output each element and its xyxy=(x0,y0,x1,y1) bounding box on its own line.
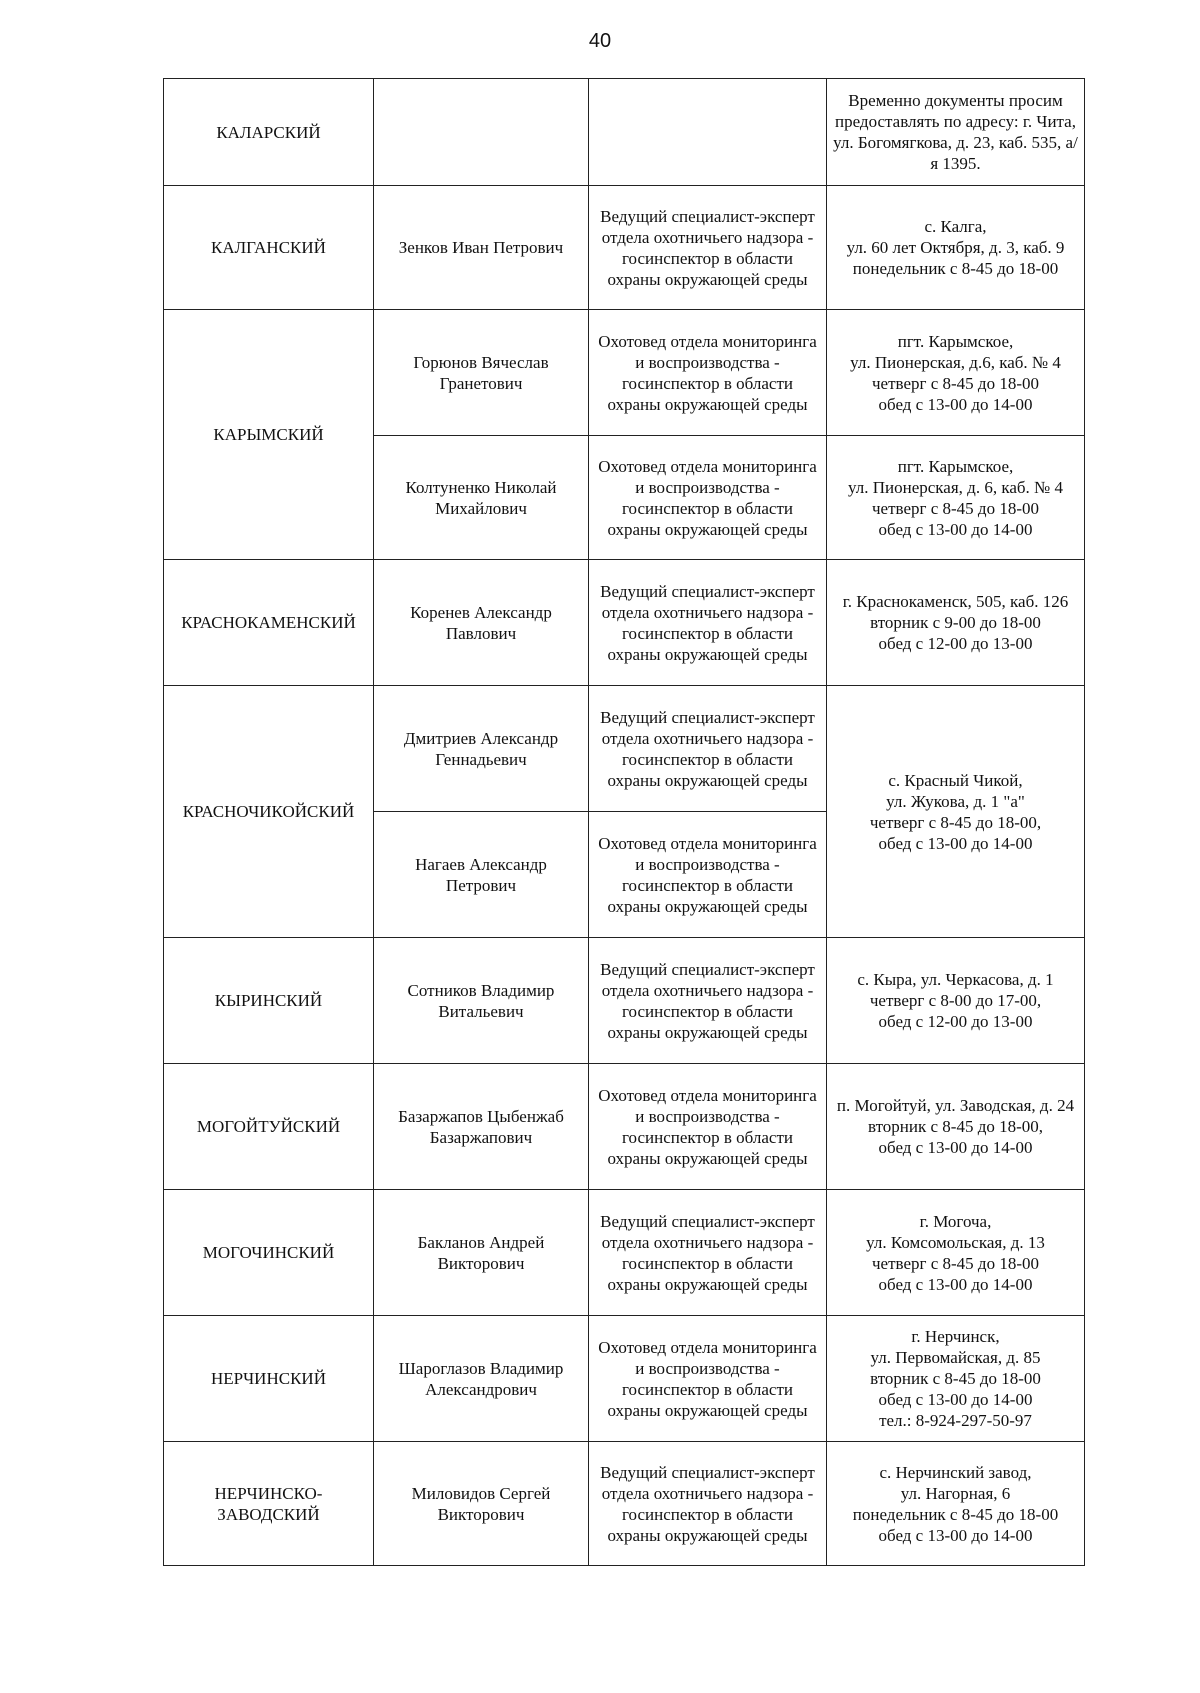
name-cell: Колтуненко Николай Михайлович xyxy=(374,436,589,560)
address-cell: Временно документы просим предоставлять по адресу: г. Чита, ул. Богомягкова, д. 23, каб. 535, а/я 1395. xyxy=(827,79,1085,186)
district-cell: КРАСНОЧИКОЙСКИЙ xyxy=(164,686,374,938)
position-cell: Ведущий специалист-эксперт отдела охотничьего надзора - госинспектор в области охраны окружающей среды xyxy=(589,1442,827,1566)
district-cell: КАЛАРСКИЙ xyxy=(164,79,374,186)
district-cell: КЫРИНСКИЙ xyxy=(164,938,374,1064)
address-cell: г. Краснокаменск, 505, каб. 126 вторник с 9-00 до 18-00 обед с 12-00 до 13-00 xyxy=(827,560,1085,686)
position-cell: Охотовед отдела мониторинга и воспроизводства - госинспектор в области охраны окружающей среды xyxy=(589,1064,827,1190)
name-cell: Коренев Александр Павлович xyxy=(374,560,589,686)
name-cell: Базаржапов Цыбенжаб Базаржапович xyxy=(374,1064,589,1190)
position-cell: Охотовед отдела мониторинга и воспроизводства - госинспектор в области охраны окружающей среды xyxy=(589,812,827,938)
name-cell: Сотников Владимир Витальевич xyxy=(374,938,589,1064)
page-number: 40 xyxy=(588,30,612,52)
position-cell: Ведущий специалист-эксперт отдела охотничьего надзора - госинспектор в области охраны окружающей среды xyxy=(589,1190,827,1316)
name-cell: Зенков Иван Петрович xyxy=(374,186,589,310)
address-cell: с. Калга, ул. 60 лет Октября, д. 3, каб. 9 понедельник с 8-45 до 18-00 xyxy=(827,186,1085,310)
position-cell xyxy=(589,79,827,186)
district-cell: КАЛГАНСКИЙ xyxy=(164,186,374,310)
address-cell: с. Нерчинский завод, ул. Нагорная, 6 понедельник с 8-45 до 18-00 обед с 13-00 до 14-00 xyxy=(827,1442,1085,1566)
table-row xyxy=(164,1442,1085,1566)
district-cell: МОГОЙТУЙСКИЙ xyxy=(164,1064,374,1190)
table-row xyxy=(164,310,1085,436)
address-cell: с. Красный Чикой, ул. Жукова, д. 1 "а" четверг с 8-45 до 18-00, обед с 13-00 до 14-00 xyxy=(827,686,1085,938)
name-cell: Миловидов Сергей Викторович xyxy=(374,1442,589,1566)
position-cell: Охотовед отдела мониторинга и воспроизводства - госинспектор в области охраны окружающей среды xyxy=(589,310,827,436)
table-row xyxy=(164,686,1085,812)
inspectors-table xyxy=(163,78,1085,1566)
address-cell: с. Кыра, ул. Черкасова, д. 1 четверг с 8-00 до 17-00, обед с 12-00 до 13-00 xyxy=(827,938,1085,1064)
name-cell: Дмитриев Александр Геннадьевич xyxy=(374,686,589,812)
address-cell: пгт. Карымское, ул. Пионерская, д.6, каб. № 4 четверг с 8-45 до 18-00 обед с 13-00 до 14-00 xyxy=(827,310,1085,436)
district-cell: НЕРЧИНСКИЙ xyxy=(164,1316,374,1442)
name-cell xyxy=(374,79,589,186)
table-row xyxy=(164,79,1085,186)
position-cell: Охотовед отдела мониторинга и воспроизводства - госинспектор в области охраны окружающей среды xyxy=(589,436,827,560)
position-cell: Ведущий специалист-эксперт отдела охотничьего надзора - госинспектор в области охраны окружающей среды xyxy=(589,186,827,310)
name-cell: Бакланов Андрей Викторович xyxy=(374,1190,589,1316)
district-cell: КРАСНОКАМЕНСКИЙ xyxy=(164,560,374,686)
table-row xyxy=(164,1064,1085,1190)
position-cell: Ведущий специалист-эксперт отдела охотничьего надзора - госинспектор в области охраны окружающей среды xyxy=(589,560,827,686)
position-cell: Ведущий специалист-эксперт отдела охотничьего надзора - госинспектор в области охраны окружающей среды xyxy=(589,938,827,1064)
name-cell: Нагаев Александр Петрович xyxy=(374,812,589,938)
table-row xyxy=(164,560,1085,686)
name-cell: Шароглазов Владимир Александрович xyxy=(374,1316,589,1442)
district-cell: МОГОЧИНСКИЙ xyxy=(164,1190,374,1316)
address-cell: п. Могойтуй, ул. Заводская, д. 24 вторник с 8-45 до 18-00, обед с 13-00 до 14-00 xyxy=(827,1064,1085,1190)
address-cell: г. Могоча, ул. Комсомольская, д. 13 четверг с 8-45 до 18-00 обед с 13-00 до 14-00 xyxy=(827,1190,1085,1316)
table-row xyxy=(164,186,1085,310)
table-row xyxy=(164,1190,1085,1316)
name-cell: Горюнов Вячеслав Гранетович xyxy=(374,310,589,436)
position-cell: Ведущий специалист-эксперт отдела охотничьего надзора - госинспектор в области охраны окружающей среды xyxy=(589,686,827,812)
table-row xyxy=(164,938,1085,1064)
district-cell: КАРЫМСКИЙ xyxy=(164,310,374,560)
address-cell: г. Нерчинск, ул. Первомайская, д. 85 вторник с 8-45 до 18-00 обед с 13-00 до 14-00 тел.: 8-924-297-50-97 xyxy=(827,1316,1085,1442)
table-row xyxy=(164,1316,1085,1442)
address-cell: пгт. Карымское, ул. Пионерская, д. 6, каб. № 4 четверг с 8-45 до 18-00 обед с 13-00 до 14-00 xyxy=(827,436,1085,560)
district-cell: НЕРЧИНСКО-ЗАВОДСКИЙ xyxy=(164,1442,374,1566)
position-cell: Охотовед отдела мониторинга и воспроизводства - госинспектор в области охраны окружающей среды xyxy=(589,1316,827,1442)
